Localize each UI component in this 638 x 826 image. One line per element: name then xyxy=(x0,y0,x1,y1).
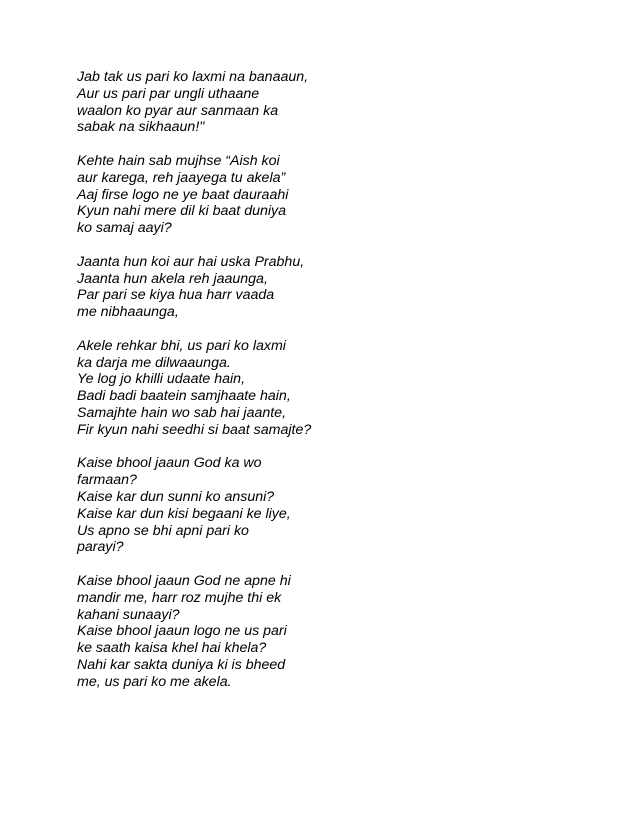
poem-line: Par pari se kiya hua harr vaada xyxy=(77,287,275,304)
poem-line: sabak na sikhaaun!" xyxy=(77,119,205,136)
poem-body xyxy=(77,69,597,707)
stanza-6 xyxy=(77,573,597,691)
poem-line: parayi? xyxy=(77,539,124,556)
stanza-5 xyxy=(77,455,597,556)
poem-line: kahani sunaayi? xyxy=(77,606,180,623)
poem-line: Jaanta hun koi aur hai uska Prabhu, xyxy=(77,253,305,270)
poem-line: Kehte hain sab mujhse “Aish koi xyxy=(77,152,280,169)
poem-line: me nibhaaunga, xyxy=(77,304,179,321)
poem-line: me, us pari ko me akela. xyxy=(77,673,232,690)
poem-line: ke saath kaisa khel hai khela? xyxy=(77,640,267,657)
poem-line: Kaise bhool jaaun God ne apne hi xyxy=(77,572,291,589)
poem-line: Aur us pari par ungli uthaane xyxy=(77,85,260,102)
poem-line: Akele rehkar bhi, us pari ko laxmi xyxy=(77,337,286,354)
poem-line: ka darja me dilwaaunga. xyxy=(77,354,231,371)
poem-line: Jaanta hun akela reh jaaunga, xyxy=(77,270,268,287)
poem-line: ko samaj aayi? xyxy=(77,220,172,237)
stanza-2 xyxy=(77,153,597,237)
poem-line: Samajhte hain wo sab hai jaante, xyxy=(77,404,287,421)
poem-line: Us apno se bhi apni pari ko xyxy=(77,522,249,539)
poem-line: Kaise kar dun kisi begaani ke liye, xyxy=(77,505,291,522)
stanza-3 xyxy=(77,254,597,321)
poem-line: Kyun nahi mere dil ki baat duniya xyxy=(77,203,286,220)
stanza-4 xyxy=(77,338,597,439)
poem-line: Badi badi baatein samjhaate hain, xyxy=(77,388,291,405)
poem-line: mandir me, harr roz mujhe thi ek xyxy=(77,589,282,606)
poem-line: Fir kyun nahi seedhi si baat samajte? xyxy=(77,421,312,438)
poem-line: Aaj firse logo ne ye baat dauraahi xyxy=(77,186,289,203)
poem-line: Kaise bhool jaaun logo ne us pari xyxy=(77,623,287,640)
poem-line: Jab tak us pari ko laxmi na banaaun, xyxy=(77,69,309,85)
poem-line: farmaan? xyxy=(77,472,137,489)
stanza-1 xyxy=(77,69,597,136)
poem-line: waalon ko pyar aur sanmaan ka xyxy=(77,102,279,119)
poem-line: aur karega, reh jaayega tu akela” xyxy=(77,169,286,186)
poem-line: Ye log jo khilli udaate hain, xyxy=(77,371,246,388)
poem-line: Kaise kar dun sunni ko ansuni? xyxy=(77,488,275,505)
poem-line: Kaise bhool jaaun God ka wo xyxy=(77,455,262,472)
poem-line: Nahi kar sakta duniya ki is bheed xyxy=(77,656,286,673)
